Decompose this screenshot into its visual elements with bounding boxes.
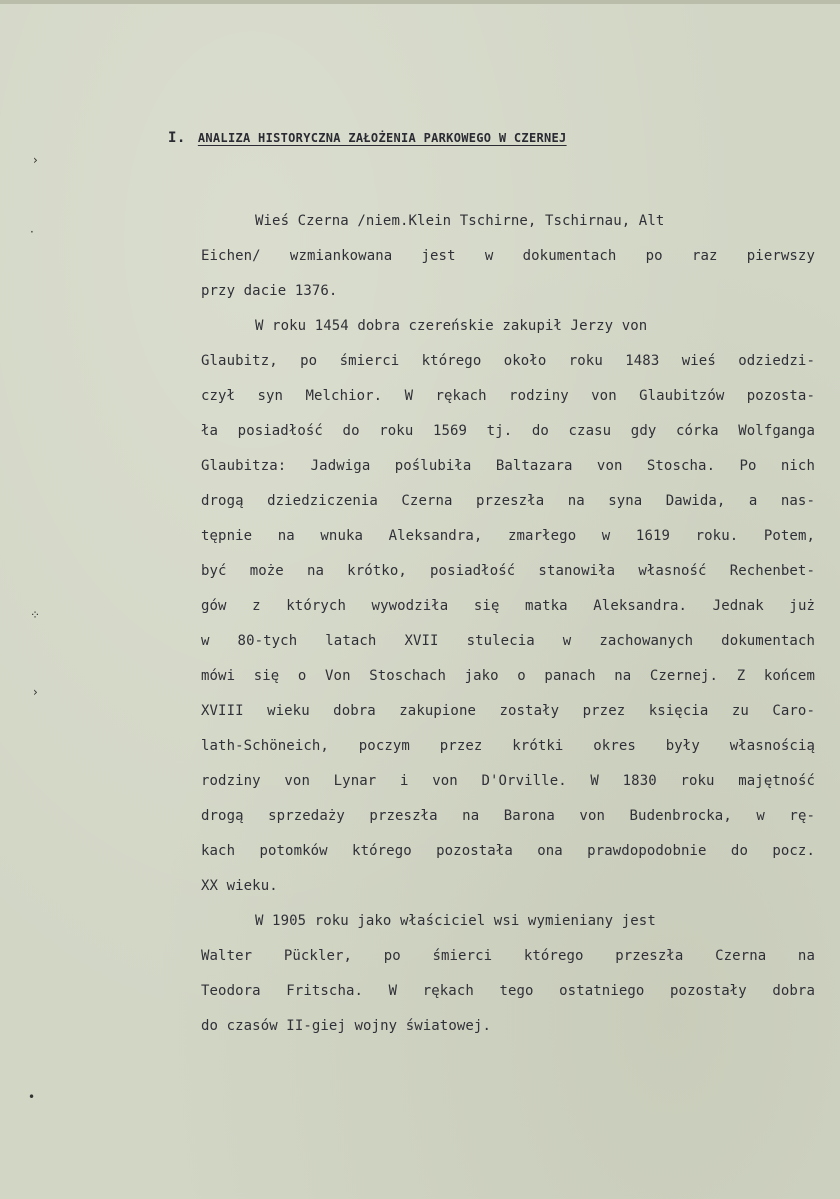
margin-mark: › <box>33 685 38 699</box>
heading-title: ANALIZA HISTORYCZNA ZAŁOŻENIA PARKOWEGO W CZERNEJ <box>197 131 567 145</box>
text-line: W roku 1454 dobra czereńskie zakupił Jerzy von <box>255 318 648 334</box>
text-line: przy dacie 1376. <box>201 283 338 299</box>
text-line: drogą dziedziczenia Czerna przeszła na syna Dawida, a nas- <box>201 493 815 509</box>
text-line: Teodora Fritscha. W rękach tego ostatniego pozostały dobra <box>201 983 815 999</box>
text-line: czył syn Melchior. W rękach rodziny von Glaubitzów pozosta- <box>201 388 815 404</box>
text-line: kach potomków którego pozostała ona prawdopodobnie do pocz. <box>201 843 815 859</box>
document-body <box>201 204 815 1044</box>
margin-mark: • <box>28 1090 36 1104</box>
margin-mark: · <box>30 225 34 239</box>
text-line: w 80-tych latach XVII stulecia w zachowanych dokumentach <box>201 633 815 649</box>
text-line: do czasów II-giej wojny światowej. <box>201 1018 491 1034</box>
text-line: Wieś Czerna /niem.Klein Tschirne, Tschirnau, Alt <box>255 213 665 229</box>
text-line: ła posiadłość do roku 1569 tj. do czasu gdy córka Wolfganga <box>201 423 815 439</box>
text-line: Eichen/ wzmiankowana jest w dokumentach po raz pierwszy <box>201 248 815 264</box>
text-line: drogą sprzedaży przeszła na Barona von Budenbrocka, w rę- <box>201 808 815 824</box>
margin-mark: ⁘ <box>30 608 41 622</box>
text-line: XVIII wieku dobra zakupione zostały przez księcia zu Caro- <box>201 703 815 719</box>
page-top-edge <box>0 0 840 4</box>
text-line: Walter Pückler, po śmierci którego przeszła Czerna na <box>201 948 815 964</box>
text-line: rodziny von Lynar i von D'Orville. W 1830 roku majętność <box>201 773 815 789</box>
text-line: W 1905 roku jako właściciel wsi wymieniany jest <box>255 913 656 929</box>
text-line: tępnie na wnuka Aleksandra, zmarłego w 1619 roku. Potem, <box>201 528 815 544</box>
text-line: Glaubitz, po śmierci którego około roku 1483 wieś odziedzi- <box>201 353 815 369</box>
text-line: XX wieku. <box>201 878 278 894</box>
text-line: gów z których wywodziła się matka Aleksandra. Jednak już <box>201 598 815 614</box>
section-heading <box>168 130 567 146</box>
text-line: mówi się o Von Stoschach jako o panach na Czernej. Z końcem <box>201 668 815 684</box>
margin-mark: › <box>33 153 38 167</box>
text-line: Glaubitza: Jadwiga poślubiła Baltazara von Stoscha. Po nich <box>201 458 815 474</box>
text-line: lath-Schöneich, poczym przez krótki okres były własnością <box>201 738 815 754</box>
heading-number: I. <box>168 130 186 146</box>
text-line: być może na krótko, posiadłość stanowiła własność Rechenbet- <box>201 563 815 579</box>
